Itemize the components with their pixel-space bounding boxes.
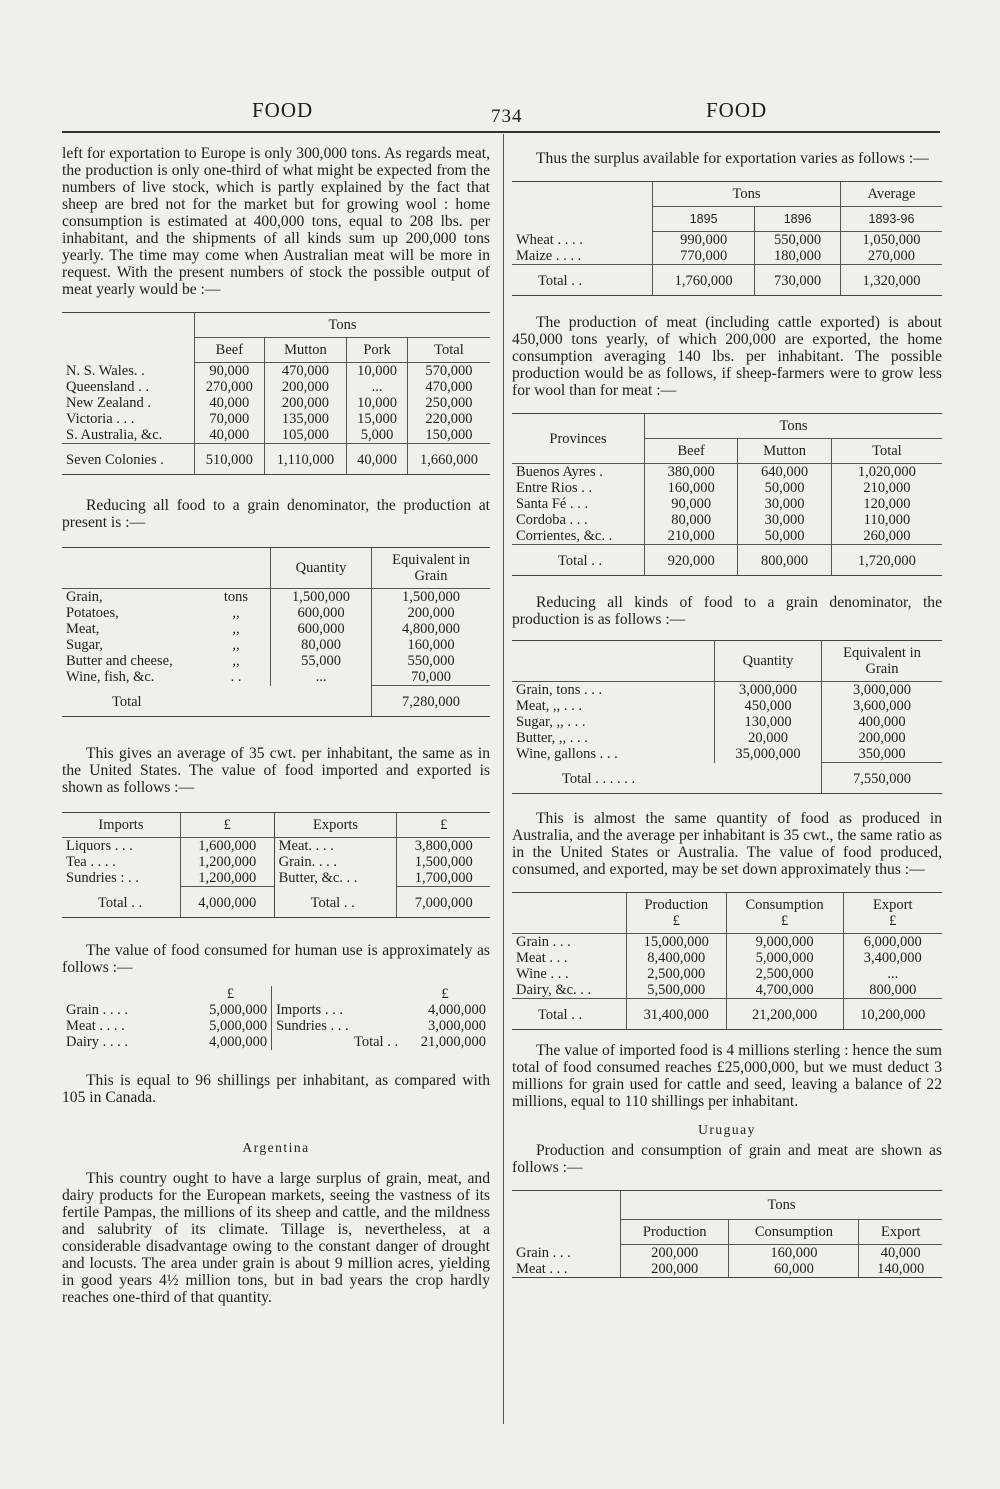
col-header: Beef [195,338,265,363]
argentina-value-table [512,892,942,1030]
col-group: Tons [653,182,841,207]
total-row: Total . . . . . . 7,550,000 [512,763,942,794]
col-header: Equivalent in Grain [372,548,491,589]
col-header: Export £ [843,893,942,934]
table-row: Corrientes, &c. . 210,000 50,000 260,000 [512,528,942,545]
uruguay-table [512,1190,942,1278]
table-row: Sundries : . . 1,200,000 Butter, &c. . . 1,700,000 [62,870,490,887]
paragraph: This gives an average of 35 cwt. per inhabitant, the same as in the United States. The value of food imported and exported is shown as follows :— [62,745,490,796]
table-row: Cordoba . . . 80,000 30,000 110,000 [512,512,942,528]
col-header: Total [831,439,942,464]
col-header: £ [397,813,490,838]
paragraph: This is equal to 96 shillings per inhabitant, as compared with 105 in Canada. [62,1072,490,1106]
col-header: Production £ [627,893,727,934]
australia-meat-table [62,312,490,475]
total-row: Total . . 1,760,000 730,000 1,320,000 [512,265,942,296]
table-row: Meat . . . 8,400,000 5,000,000 3,400,000 [512,950,942,966]
table-row: Meat, ,, 600,000 4,800,000 [62,621,490,637]
col-header: Quantity [271,548,372,589]
table-row: Grain, tons . . . 3,000,000 3,000,000 [512,682,942,699]
table-row: Buenos Ayres . 380,000 640,000 1,020,000 [512,464,942,481]
col-header: 1895 [653,207,755,232]
currency-symbol: £ [441,986,449,1002]
table-row: N. S. Wales. . 90,000 470,000 10,000 570,000 [62,363,490,380]
table-row: Grain . . . 15,000,000 9,000,000 6,000,000 [512,934,942,951]
total-row: Total 7,280,000 [62,686,490,717]
table-row: Potatoes, ,, 600,000 200,000 [62,605,490,621]
table-row: Butter and cheese, ,, 55,000 550,000 [62,653,490,669]
table-row: Meat . . . 200,000 60,000 140,000 [512,1261,942,1278]
col-header: £ [180,813,274,838]
total-row: Total . . 31,400,000 21,200,000 10,200,000 [512,999,942,1030]
col-header: Equivalent in Grain [822,641,943,682]
paragraph: The value of imported food is 4 millions sterling : hence the sum total of food consumed reaches £25,000,000, but we must deduct 3 millions for grain used for cattle and seed, leaving a balance of 22 millions, equal to 110 shillings per inhabitant. [512,1042,942,1110]
paragraph: The production of meat (including cattle exported) is about 450,000 tons yearly, of which 200,000 are exported, the home consumption averaging 140 lbs. per inhabitant. The possible production would be as follows, if sheep-farmers were to grow less for wool than for meat :— [512,314,942,399]
col-header: Beef [645,439,738,464]
table-row: Santa Fé . . . 90,000 30,000 120,000 [512,496,942,512]
header-rule [62,131,940,133]
column-divider [503,134,504,1424]
table-row: Wine, fish, &c. . . ... 70,000 [62,669,490,686]
total-row: Total . . 4,000,000 Total . . 7,000,000 [62,887,490,918]
table-row: Tea . . . . 1,200,000 Grain. . . . 1,500,000 [62,854,490,870]
table-row: Queensland . . 270,000 200,000 ... 470,000 [62,379,490,395]
left-column [62,145,490,1306]
col-group: Tons [195,313,491,338]
paragraph: This is almost the same quantity of food as produced in Australia, and the average per inhabitant is 35 cwt., the same ratio as in the United States or Australia. The value of food produced, consumed, and exported, may be set down approximately thus :— [512,810,942,878]
col-header: Imports [62,813,180,838]
col-header: Total [407,338,490,363]
table-row: Liquors . . . 1,600,000 Meat. . . . 3,800,000 [62,838,490,855]
col-header: Mutton [264,338,347,363]
col-header: Pork [347,338,408,363]
col-header: 1893-96 [840,207,942,232]
table-row: Meat . . . . 5,000,000 Sundries . . . 3,000,000 [66,1018,486,1034]
total-row: Total . . 920,000 800,000 1,720,000 [512,545,942,576]
table-row: Wine, gallons . . . 35,000,000 350,000 [512,746,942,763]
table-row: Victoria . . . 70,000 135,000 15,000 220,000 [62,411,490,427]
table-row: Grain, tons 1,500,000 1,500,000 [62,589,490,606]
col-header: Mutton [738,439,831,464]
col-header: Consumption £ [726,893,843,934]
argentina-grain-table [512,640,942,794]
col-header: 1896 [755,207,841,232]
col-header: Exports [274,813,397,838]
table-row: New Zealand . 40,000 200,000 10,000 250,000 [62,395,490,411]
paragraph: left for exportation to Europe is only 300,000 tons. As regards meat, the production is only one-third of what might be expected from the numbers of live stock, which is partly explained by the fact that sheep are bred not for the market but for growing wool : home consumption is estimated at 400,000 tons, equal to 208 lbs. per inhabitant, and the shipments of all kinds sum up 200,000 tons yearly. The time may come when Australian meat will be more in request. With the present numbers of stock the possible output of meat yearly would be :— [62,145,490,298]
consumption-table [62,986,490,1050]
right-column [512,150,942,1278]
col-header: Consumption [729,1220,859,1245]
argentina-meat-table [512,413,942,576]
running-head-left: FOOD [252,98,314,122]
table-row: Entre Rios . . 160,000 50,000 210,000 [512,480,942,496]
col-header: Quantity [715,641,822,682]
col-header: Export [859,1220,942,1245]
table-row: Dairy, &c. . . 5,500,000 4,700,000 800,000 [512,982,942,999]
paragraph: The value of food consumed for human use is approximately as follows :— [62,942,490,976]
col-group: Tons [621,1191,943,1220]
col-group: Average [840,182,942,207]
table-row: S. Australia, &c. 40,000 105,000 5,000 150,000 [62,427,490,444]
trade-table [62,812,490,918]
row-header: Provinces [512,414,645,464]
table-row: Dairy . . . . 4,000,000 Total . . 21,000,000 [66,1034,486,1050]
currency-symbol: £ [226,986,235,1002]
paragraph: Reducing all kinds of food to a grain denominator, the production is as follows :— [512,594,942,628]
paragraph: Thus the surplus available for exportation varies as follows :— [536,150,929,167]
col-header: Production [621,1220,729,1245]
table-row: Grain . . . 200,000 160,000 40,000 [512,1245,942,1262]
col-group: Tons [645,414,943,439]
paragraph: Reducing all food to a grain denominator, the production at present is :— [62,497,490,531]
table-row: Sugar, ,, . . . 130,000 400,000 [512,714,942,730]
table-row: Meat, ,, . . . 450,000 3,600,000 [512,698,942,714]
running-head-right: FOOD [706,98,768,122]
section-heading-uruguay: Uruguay [698,1122,756,1137]
argentina-surplus-table [512,181,942,296]
paragraph: This country ought to have a large surplus of grain, meat, and dairy products for the European markets, seeing the vastness of its fertile Pampas, the millions of its sheep and cattle, and the mildness and salubrity of its climate. Tillage is, nevertheless, at a considerable disadvantage owing to the constant danger of drought and locusts. The area under grain is about 9 million acres, yielding in good years 4½ million tons, but in bad years the crop hardly reaches one-third of that quantity. [62,1170,490,1306]
table-row: Butter, ,, . . . 20,000 200,000 [512,730,942,746]
section-heading-argentina: Argentina [242,1140,310,1155]
table-row: Sugar, ,, 80,000 160,000 [62,637,490,653]
table-row: Wheat . . . . 990,000 550,000 1,050,000 [512,232,942,249]
total-row: Seven Colonies . 510,000 1,110,000 40,000 1,660,000 [62,444,490,475]
page-number: 734 [491,106,523,127]
australia-grain-table [62,547,490,717]
table-row: Grain . . . . 5,000,000 Imports . . . 4,000,000 [66,1002,486,1018]
paragraph: Production and consumption of grain and meat are shown as follows :— [512,1142,942,1176]
table-row: Wine . . . 2,500,000 2,500,000 ... [512,966,942,982]
table-row: Maize . . . . 770,000 180,000 270,000 [512,248,942,265]
